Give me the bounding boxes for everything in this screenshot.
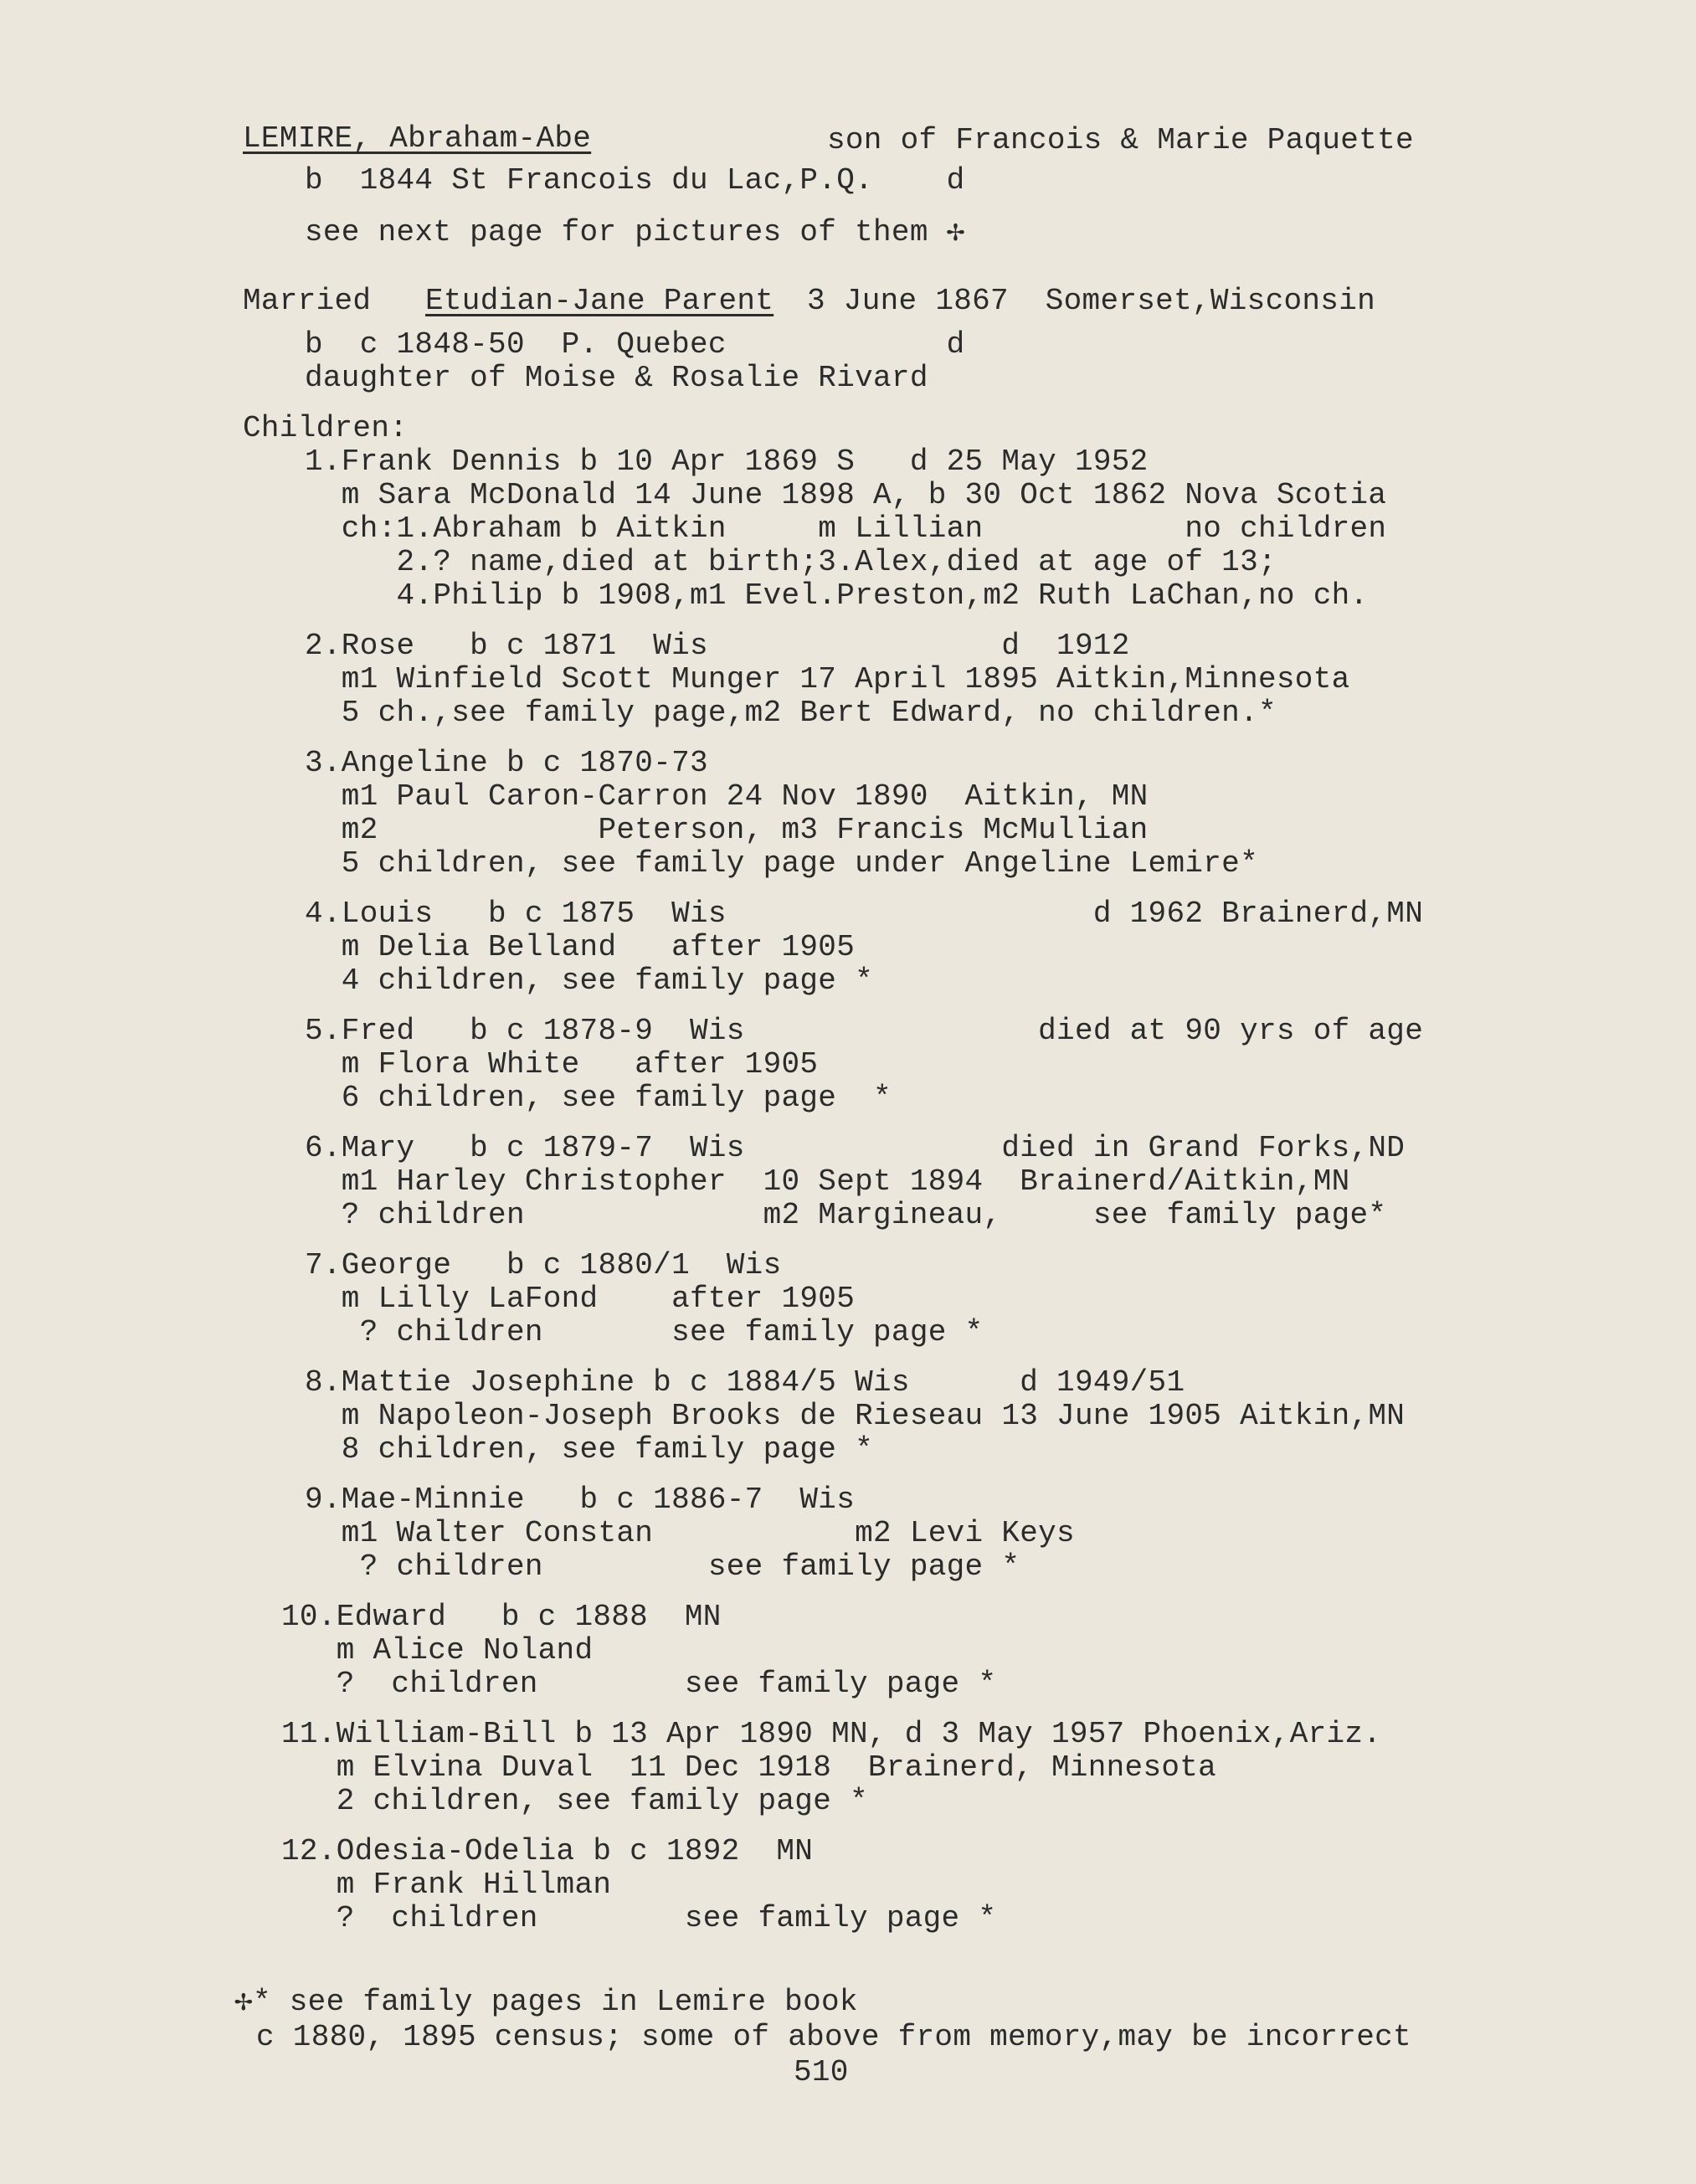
child-line: ? children see family page * bbox=[281, 1901, 997, 1935]
child-line: m Alice Noland bbox=[281, 1633, 594, 1668]
child-line: m Napoleon-Joseph Brooks de Rieseau 13 June 1905 Aitkin,MN bbox=[305, 1399, 1406, 1433]
child-line: 4 children, see family page * bbox=[305, 964, 874, 998]
child-line: 8 children, see family page * bbox=[305, 1432, 874, 1467]
person-name: LEMIRE, Abraham-Abe bbox=[243, 121, 592, 156]
child-line: 5.Fred b c 1878-9 Wis died at 90 yrs of age bbox=[305, 1014, 1424, 1048]
child-line: m1 Harley Christopher 10 Sept 1894 Brainerd/Aitkin,MN bbox=[305, 1164, 1350, 1199]
child-line: m Sara McDonald 14 June 1898 A, b 30 Oct 1862 Nova Scotia bbox=[305, 478, 1387, 512]
child-line: 3.Angeline b c 1870-73 bbox=[305, 746, 708, 780]
marriage-details: 3 June 1867 Somerset,Wisconsin bbox=[807, 284, 1376, 318]
child-line: m Frank Hillman bbox=[281, 1868, 612, 1902]
child-line: 4.Philip b 1908,m1 Evel.Preston,m2 Ruth LaChan,no ch. bbox=[305, 578, 1369, 613]
spouse-birth: b c 1848-50 P. Quebec d bbox=[305, 327, 965, 362]
child-line: 4.Louis b c 1875 Wis d 1962 Brainerd,MN bbox=[305, 897, 1424, 931]
child-line: 2.? name,died at birth;3.Alex,died at age of 13; bbox=[305, 545, 1277, 579]
child-line: m1 Walter Constan m2 Levi Keys bbox=[305, 1516, 1075, 1550]
child-line: 6 children, see family page * bbox=[305, 1081, 892, 1115]
child-line: 8.Mattie Josephine b c 1884/5 Wis d 1949/51 bbox=[305, 1365, 1185, 1400]
spouse-name: Etudian-Jane Parent bbox=[425, 284, 774, 318]
person-parents: son of Francois & Marie Paquette bbox=[827, 123, 1414, 157]
child-line: 2 children, see family page * bbox=[281, 1784, 868, 1818]
spouse-parents: daughter of Moise & Rosalie Rivard bbox=[305, 361, 928, 395]
child-line: 5 ch.,see family page,m2 Bert Edward, no children.* bbox=[305, 696, 1277, 730]
footer-note-census: c 1880, 1895 census; some of above from memory,may be incorrect bbox=[256, 2020, 1411, 2054]
pictures-note: see next page for pictures of them ✢ bbox=[305, 215, 965, 249]
child-line: ? children see family page * bbox=[305, 1549, 1020, 1584]
child-line: 9.Mae-Minnie b c 1886-7 Wis bbox=[305, 1483, 856, 1517]
child-line: 6.Mary b c 1879-7 Wis died in Grand Forks,ND bbox=[305, 1131, 1406, 1165]
child-line: m1 Winfield Scott Munger 17 April 1895 Aitkin,Minnesota bbox=[305, 662, 1350, 696]
page-number: 510 bbox=[794, 2055, 849, 2089]
child-line: 5 children, see family page under Angeline Lemire* bbox=[305, 846, 1258, 881]
child-line: ch:1.Abraham b Aitkin m Lillian no children bbox=[305, 511, 1387, 546]
child-line: 10.Edward b c 1888 MN bbox=[281, 1600, 722, 1634]
child-line: m2 Peterson, m3 Francis McMullian bbox=[305, 813, 1149, 847]
child-line: 2.Rose b c 1871 Wis d 1912 bbox=[305, 629, 1130, 663]
child-line: m1 Paul Caron-Carron 24 Nov 1890 Aitkin, MN bbox=[305, 779, 1149, 814]
child-line: 7.George b c 1880/1 Wis bbox=[305, 1248, 782, 1282]
child-line: m Lilly LaFond after 1905 bbox=[305, 1282, 856, 1316]
person-birth: b 1844 St Francois du Lac,P.Q. d bbox=[305, 163, 965, 198]
child-line: m Flora White after 1905 bbox=[305, 1047, 819, 1082]
child-line: 12.Odesia-Odelia b c 1892 MN bbox=[281, 1834, 814, 1868]
child-line: ? children m2 Margineau, see family page* bbox=[305, 1198, 1387, 1232]
child-line: ? children see family page * bbox=[281, 1667, 997, 1701]
child-line: 1.Frank Dennis b 10 Apr 1869 S d 25 May 1952 bbox=[305, 445, 1149, 479]
child-line: m Elvina Duval 11 Dec 1918 Brainerd, Minnesota bbox=[281, 1750, 1217, 1785]
child-line: m Delia Belland after 1905 bbox=[305, 930, 856, 964]
child-line: 11.William-Bill b 13 Apr 1890 MN, d 3 May 1957 Phoenix,Ariz. bbox=[281, 1717, 1382, 1751]
child-line: ? children see family page * bbox=[305, 1315, 984, 1349]
married-label: Married bbox=[243, 284, 372, 318]
footer-note-family-pages: ✢* see family pages in Lemire book bbox=[234, 1985, 858, 2019]
children-heading: Children: bbox=[243, 411, 409, 445]
